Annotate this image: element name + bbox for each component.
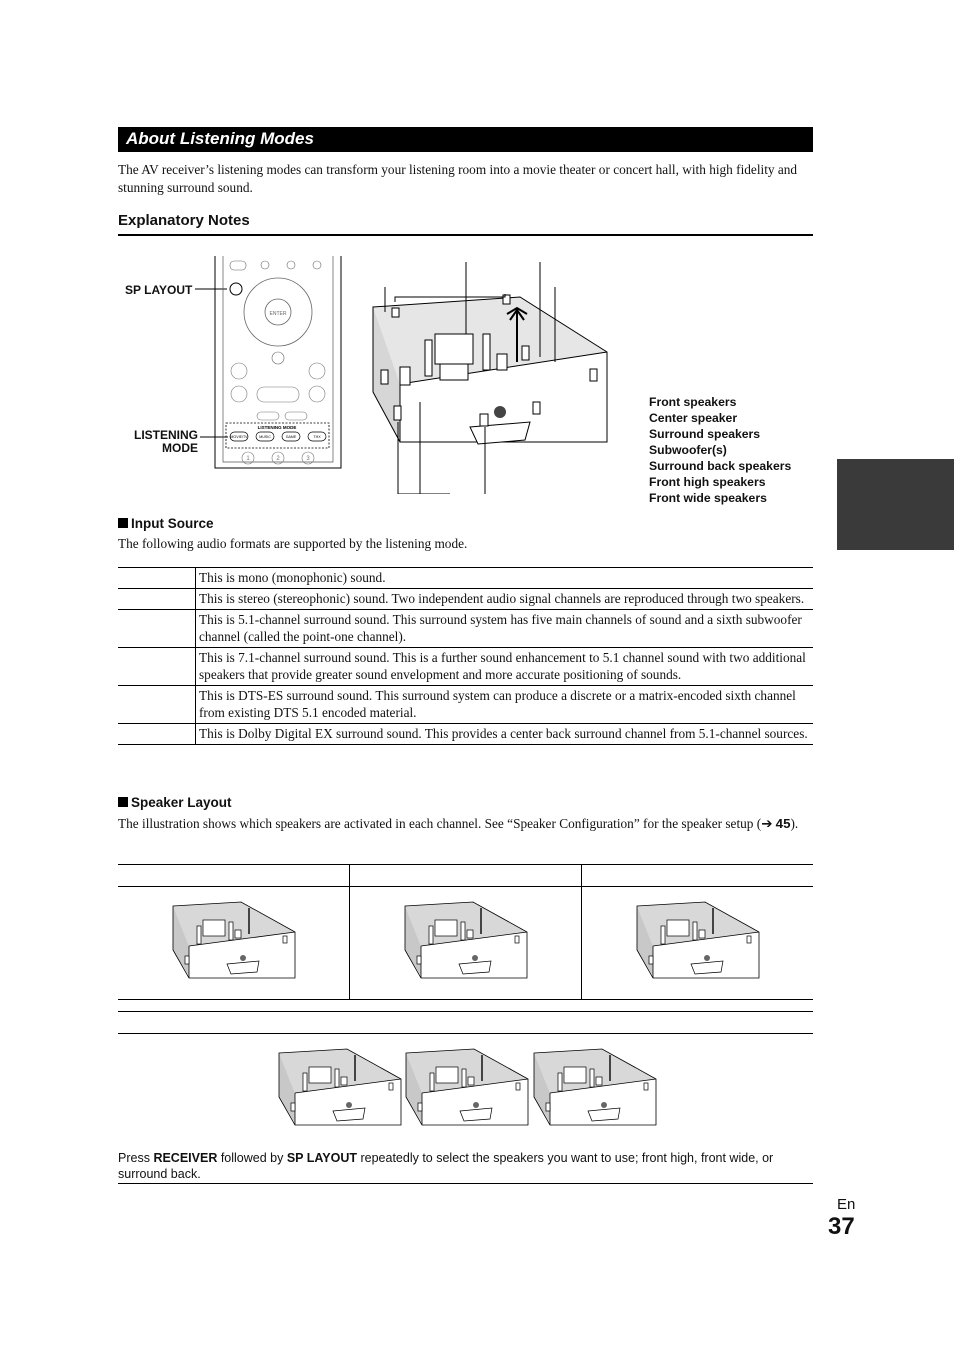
speaker-layout-heading-text: Speaker Layout	[131, 795, 232, 810]
caption-receiver: RECEIVER	[153, 1151, 218, 1165]
num3-button-label: 3	[306, 456, 310, 462]
speaker-layout-room-diagram	[277, 1047, 403, 1142]
remote-control-illustration	[195, 256, 345, 471]
speaker-layout-room-diagram	[403, 900, 529, 995]
format-description: This is 7.1-channel surround sound. This is a further sound enhancement to 5.1 channel sound with two additional speakers that provide greater sound envelopment and more accurate positioning of sounds.	[196, 648, 814, 686]
format-key	[118, 589, 196, 610]
layout-table-divider	[349, 864, 350, 999]
table-row	[118, 686, 813, 724]
format-description: This is stereo (stereophonic) sound. Two independent audio signal channels are reproduced through two speakers.	[196, 589, 814, 610]
caption-bottom-rule	[118, 1183, 813, 1184]
section-title: About Listening Modes	[126, 129, 314, 148]
listening-mode-label-line1: LISTENING	[133, 428, 198, 442]
game-button-label: GAME	[285, 435, 297, 439]
speaker-layout-room-diagram	[404, 1047, 530, 1142]
listening-mode-group-label: LISTENING MODE	[257, 425, 297, 430]
legend-surround-speakers: Surround speakers	[649, 427, 761, 441]
listening-mode-label	[130, 429, 198, 455]
layout-table-header-rule	[118, 886, 813, 887]
room-speaker-illustration	[370, 262, 615, 494]
caption-sp-layout: SP LAYOUT	[286, 1151, 357, 1165]
layout-table-top-rule	[118, 864, 813, 865]
speaker-layout-room-diagram	[532, 1047, 658, 1142]
input-source-description: The following audio formats are supported by the listening mode.	[118, 536, 468, 551]
layout-table2-top-rule	[118, 1011, 813, 1012]
legend-surround-back-speakers: Surround back speakers	[649, 459, 792, 473]
format-key	[118, 648, 196, 686]
num2-button-label: 2	[276, 456, 280, 462]
caption-text: followed by	[217, 1151, 287, 1165]
caption-text: Press	[118, 1151, 154, 1165]
format-description: This is DTS-ES surround sound. This surround system can produce a discrete or a matrix-encoded sixth channel from existing DTS 5.1 encoded material.	[196, 686, 814, 724]
language-label: En	[837, 1196, 856, 1213]
speaker-layout-text-end: ).	[790, 816, 799, 831]
table-row	[118, 648, 813, 686]
format-key	[118, 568, 196, 589]
speaker-layout-text: The illustration shows which speakers are activated in each channel. See “Speaker Configuration” for the speaker setup (	[118, 816, 762, 831]
format-description: This is Dolby Digital EX surround sound. This provides a center back surround channel from 5.1-channel sources.	[196, 724, 814, 745]
input-source-heading-text: Input Source	[131, 516, 214, 531]
speaker-layout-room-diagram	[635, 900, 761, 995]
format-description: This is mono (monophonic) sound.	[196, 568, 814, 589]
speaker-legend	[649, 394, 791, 506]
legend-front-speakers: Front speakers	[649, 395, 737, 409]
format-key	[118, 724, 196, 745]
music-button-label: MUSIC	[259, 435, 271, 439]
movie-tv-button-label: MOVIE/TV	[230, 435, 248, 439]
table-row	[118, 610, 813, 648]
num1-button-label: 1	[246, 456, 250, 462]
legend-front-high-speakers: Front high speakers	[649, 475, 766, 489]
section-title-bar	[118, 127, 813, 152]
input-source-table	[118, 567, 813, 745]
format-key	[118, 610, 196, 648]
explanatory-notes-heading: Explanatory Notes	[118, 212, 250, 229]
layout-table-divider	[581, 864, 582, 999]
intro-paragraph: The AV receiver’s listening modes can transform your listening room into a movie theater or concert hall, with high fidelity and stunning surround sound.	[118, 162, 798, 195]
speaker-layout-heading	[118, 795, 232, 810]
format-description: This is 5.1-channel surround sound. This surround system has five main channels of sound and a sixth subwoofer channel (called the point-one channel).	[196, 610, 814, 648]
legend-center-speaker: Center speaker	[649, 411, 738, 425]
page-reference-link[interactable]: 45	[775, 816, 791, 831]
input-source-heading	[118, 516, 214, 531]
sp-layout-caption	[118, 1150, 818, 1182]
arrow-icon: ➔	[761, 816, 773, 831]
table-row	[118, 568, 813, 589]
page-number: 37	[828, 1213, 855, 1240]
table-row	[118, 724, 813, 745]
listening-mode-label-line2: MODE	[162, 441, 198, 455]
enter-button-label: ENTER	[269, 311, 287, 317]
layout-table-bottom-rule	[118, 999, 813, 1000]
caption-text: repeatedly to select the speakers you want to use; front high, front wide, or surround back.	[118, 1151, 774, 1181]
legend-subwoofers: Subwoofer(s)	[649, 443, 727, 457]
legend-front-wide-speakers: Front wide speakers	[649, 491, 767, 505]
chapter-side-tab	[837, 459, 954, 550]
speaker-layout-room-diagram	[171, 900, 297, 995]
heading-rule	[118, 234, 813, 236]
thx-button-label: THX	[313, 435, 321, 439]
format-key	[118, 686, 196, 724]
layout-table2-header-rule	[118, 1033, 813, 1034]
speaker-layout-description	[118, 815, 818, 832]
square-bullet-icon	[118, 518, 128, 528]
square-bullet-icon	[118, 797, 128, 807]
sp-layout-label: SP LAYOUT	[125, 283, 193, 297]
table-row	[118, 589, 813, 610]
